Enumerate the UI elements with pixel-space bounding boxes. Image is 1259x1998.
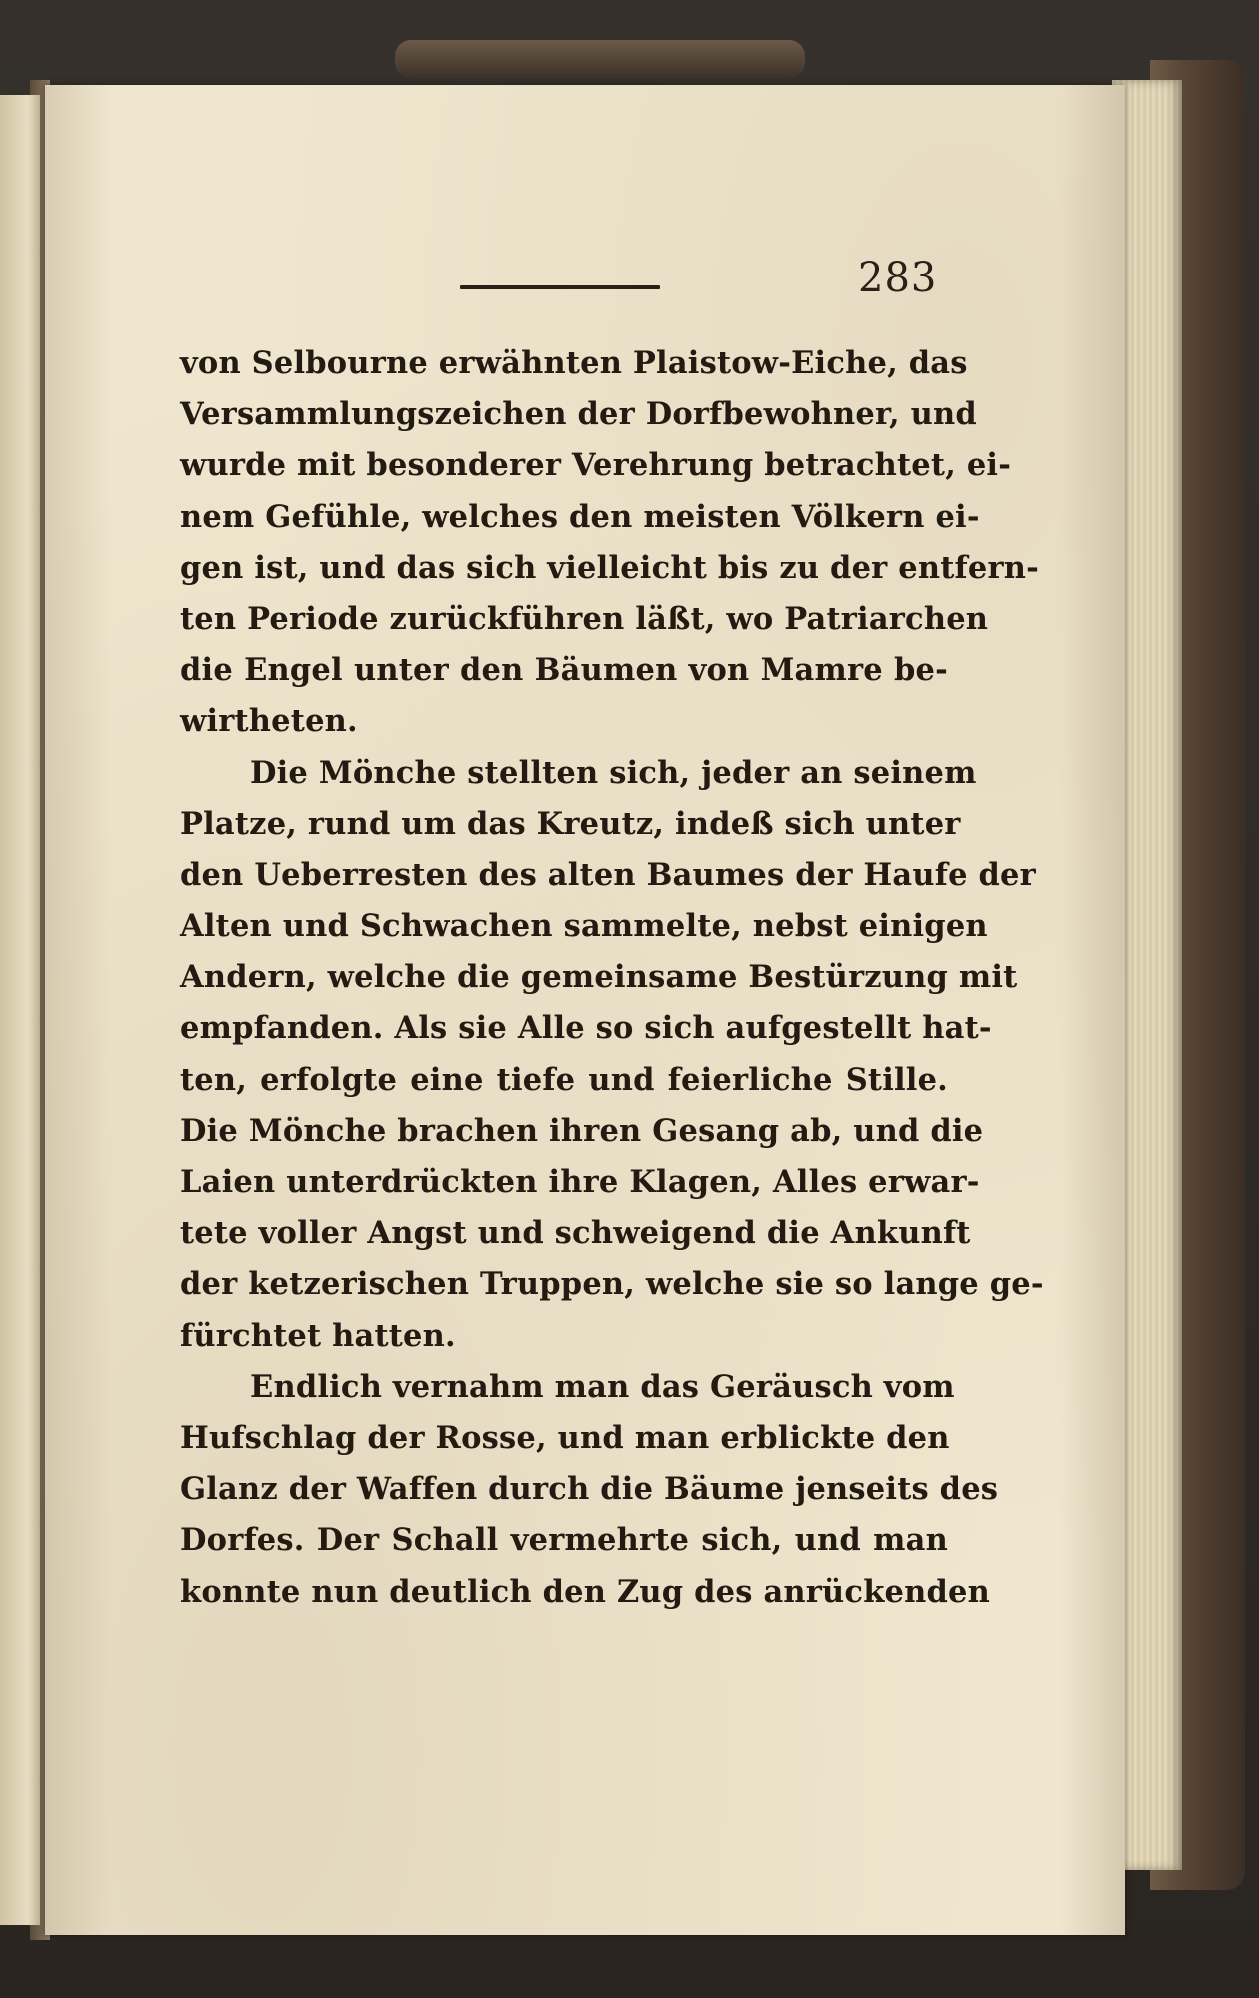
text-line: Glanz der Waffen durch die Bäume jenseits des: [180, 1471, 999, 1508]
text-line: gen ist, und das sich vielleicht bis zu der entfern-: [180, 549, 1039, 586]
paragraph-3: [180, 1362, 999, 1618]
text-line: konnte nun deutlich den Zug des anrückenden: [180, 1573, 991, 1610]
text-line: die Engel unter den Bäumen von Mamre be-: [180, 652, 948, 689]
text-line: tete voller Angst und schweigend die Ankunft: [180, 1215, 971, 1252]
book-clasp: [395, 40, 805, 78]
text-line: wurde mit besonderer Verehrung betrachtet, ei-: [180, 447, 1012, 484]
text-line: Laien unterdrückten ihre Klagen, Alles erwar-: [180, 1164, 980, 1200]
text-line: Versammlungszeichen der Dorfbewohner, und: [180, 396, 977, 433]
text-line: ten Periode zurückführen läßt, wo Patriarchen: [180, 600, 989, 637]
text-line: der ketzerischen Truppen, welche sie so lange ge-: [180, 1266, 1044, 1303]
text-line: Hufschlag der Rosse, und man erblickte den: [180, 1419, 950, 1456]
text-line: Andern, welche die gemeinsame Bestürzung mit: [180, 959, 1018, 996]
text-line: Die Mönche stellten sich, jeder an seinem: [250, 754, 977, 791]
text-line: empfanden. Als sie Alle so sich aufgestellt hat-: [180, 1010, 992, 1047]
body-text: [180, 338, 1044, 1618]
text-line: Dorfes. Der Schall vermehrte sich, und man: [180, 1522, 948, 1559]
paragraph-2: [180, 748, 1044, 1362]
text-line: Die Mönche brachen ihren Gesang ab, und die: [180, 1112, 984, 1149]
paragraph-1: [180, 338, 1039, 748]
text-line: fürchtet hatten.: [180, 1317, 456, 1354]
text-line: von Selbourne erwähnten Plaistow-Eiche, das: [180, 345, 968, 381]
text-line: nem Gefühle, welches den meisten Völkern ei-: [180, 498, 980, 535]
text-line: wirtheten.: [180, 703, 358, 740]
page-number: 283: [858, 255, 938, 301]
text-line: Endlich vernahm man das Geräusch vom: [250, 1368, 955, 1405]
header-rule: [460, 285, 660, 289]
text-line: Platze, rund um das Kreutz, indeß sich unter: [180, 805, 961, 842]
text-line: Alten und Schwachen sammelte, nebst einigen: [180, 908, 988, 945]
text-line: ten, erfolgte eine tiefe und feierliche Stille.: [180, 1061, 948, 1098]
text-line: den Ueberresten des alten Baumes der Haufe der: [180, 856, 1036, 893]
left-page-edge: [0, 95, 40, 1925]
